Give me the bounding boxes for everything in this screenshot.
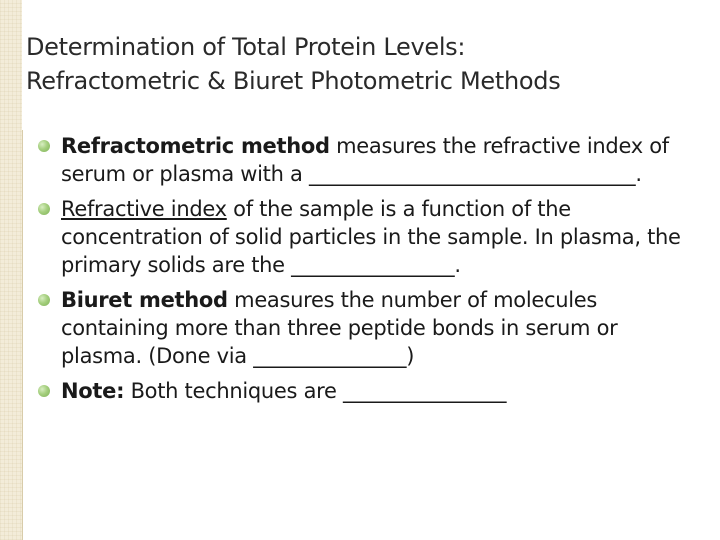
slide-title <box>26 30 706 98</box>
bullet-dot-icon <box>38 203 50 215</box>
bullet-dot-icon <box>38 140 50 152</box>
bullet-tail: . <box>454 253 461 277</box>
bullet-lead: Note: <box>61 379 125 403</box>
fill-in-blank: ________________________________ <box>308 162 636 186</box>
bullet-lead: Refractive index <box>61 197 227 221</box>
title-line-1: Determination of Total Protein Levels: <box>26 33 466 61</box>
bullet-tail: . <box>635 162 642 186</box>
fill-in-blank: _______________ <box>253 344 407 368</box>
bullet-text: measures the refractive index of serum or plasma with a <box>61 134 669 186</box>
bullet-lead: Biuret method <box>61 288 228 312</box>
decorative-left-strip <box>0 0 22 540</box>
bullet-text: Both techniques are <box>124 379 344 403</box>
fill-in-blank: ________________ <box>343 379 507 403</box>
bullet-dot-icon <box>38 294 50 306</box>
bullet-lead: Refractometric method <box>61 134 330 158</box>
bullet-list <box>34 132 704 412</box>
title-line-2: Refractometric & Biuret Photometric Methods <box>26 67 561 95</box>
bullet-item-refractive-index <box>34 195 704 279</box>
bullet-item-biuret <box>34 286 704 370</box>
bullet-text: of the sample is a function of the concentration of solid particles in the sample. In plasma, the primary solids are the <box>61 197 681 277</box>
bullet-item-refractometric <box>34 132 704 188</box>
bullet-tail: ) <box>406 344 415 368</box>
bullet-dot-icon <box>38 385 50 397</box>
bullet-item-note <box>34 377 704 405</box>
fill-in-blank: ________________ <box>291 253 455 277</box>
bullet-text: measures the number of molecules containing more than three peptide bonds in serum or plasma. (Done via <box>61 288 618 368</box>
strip-edge-line <box>22 130 23 540</box>
